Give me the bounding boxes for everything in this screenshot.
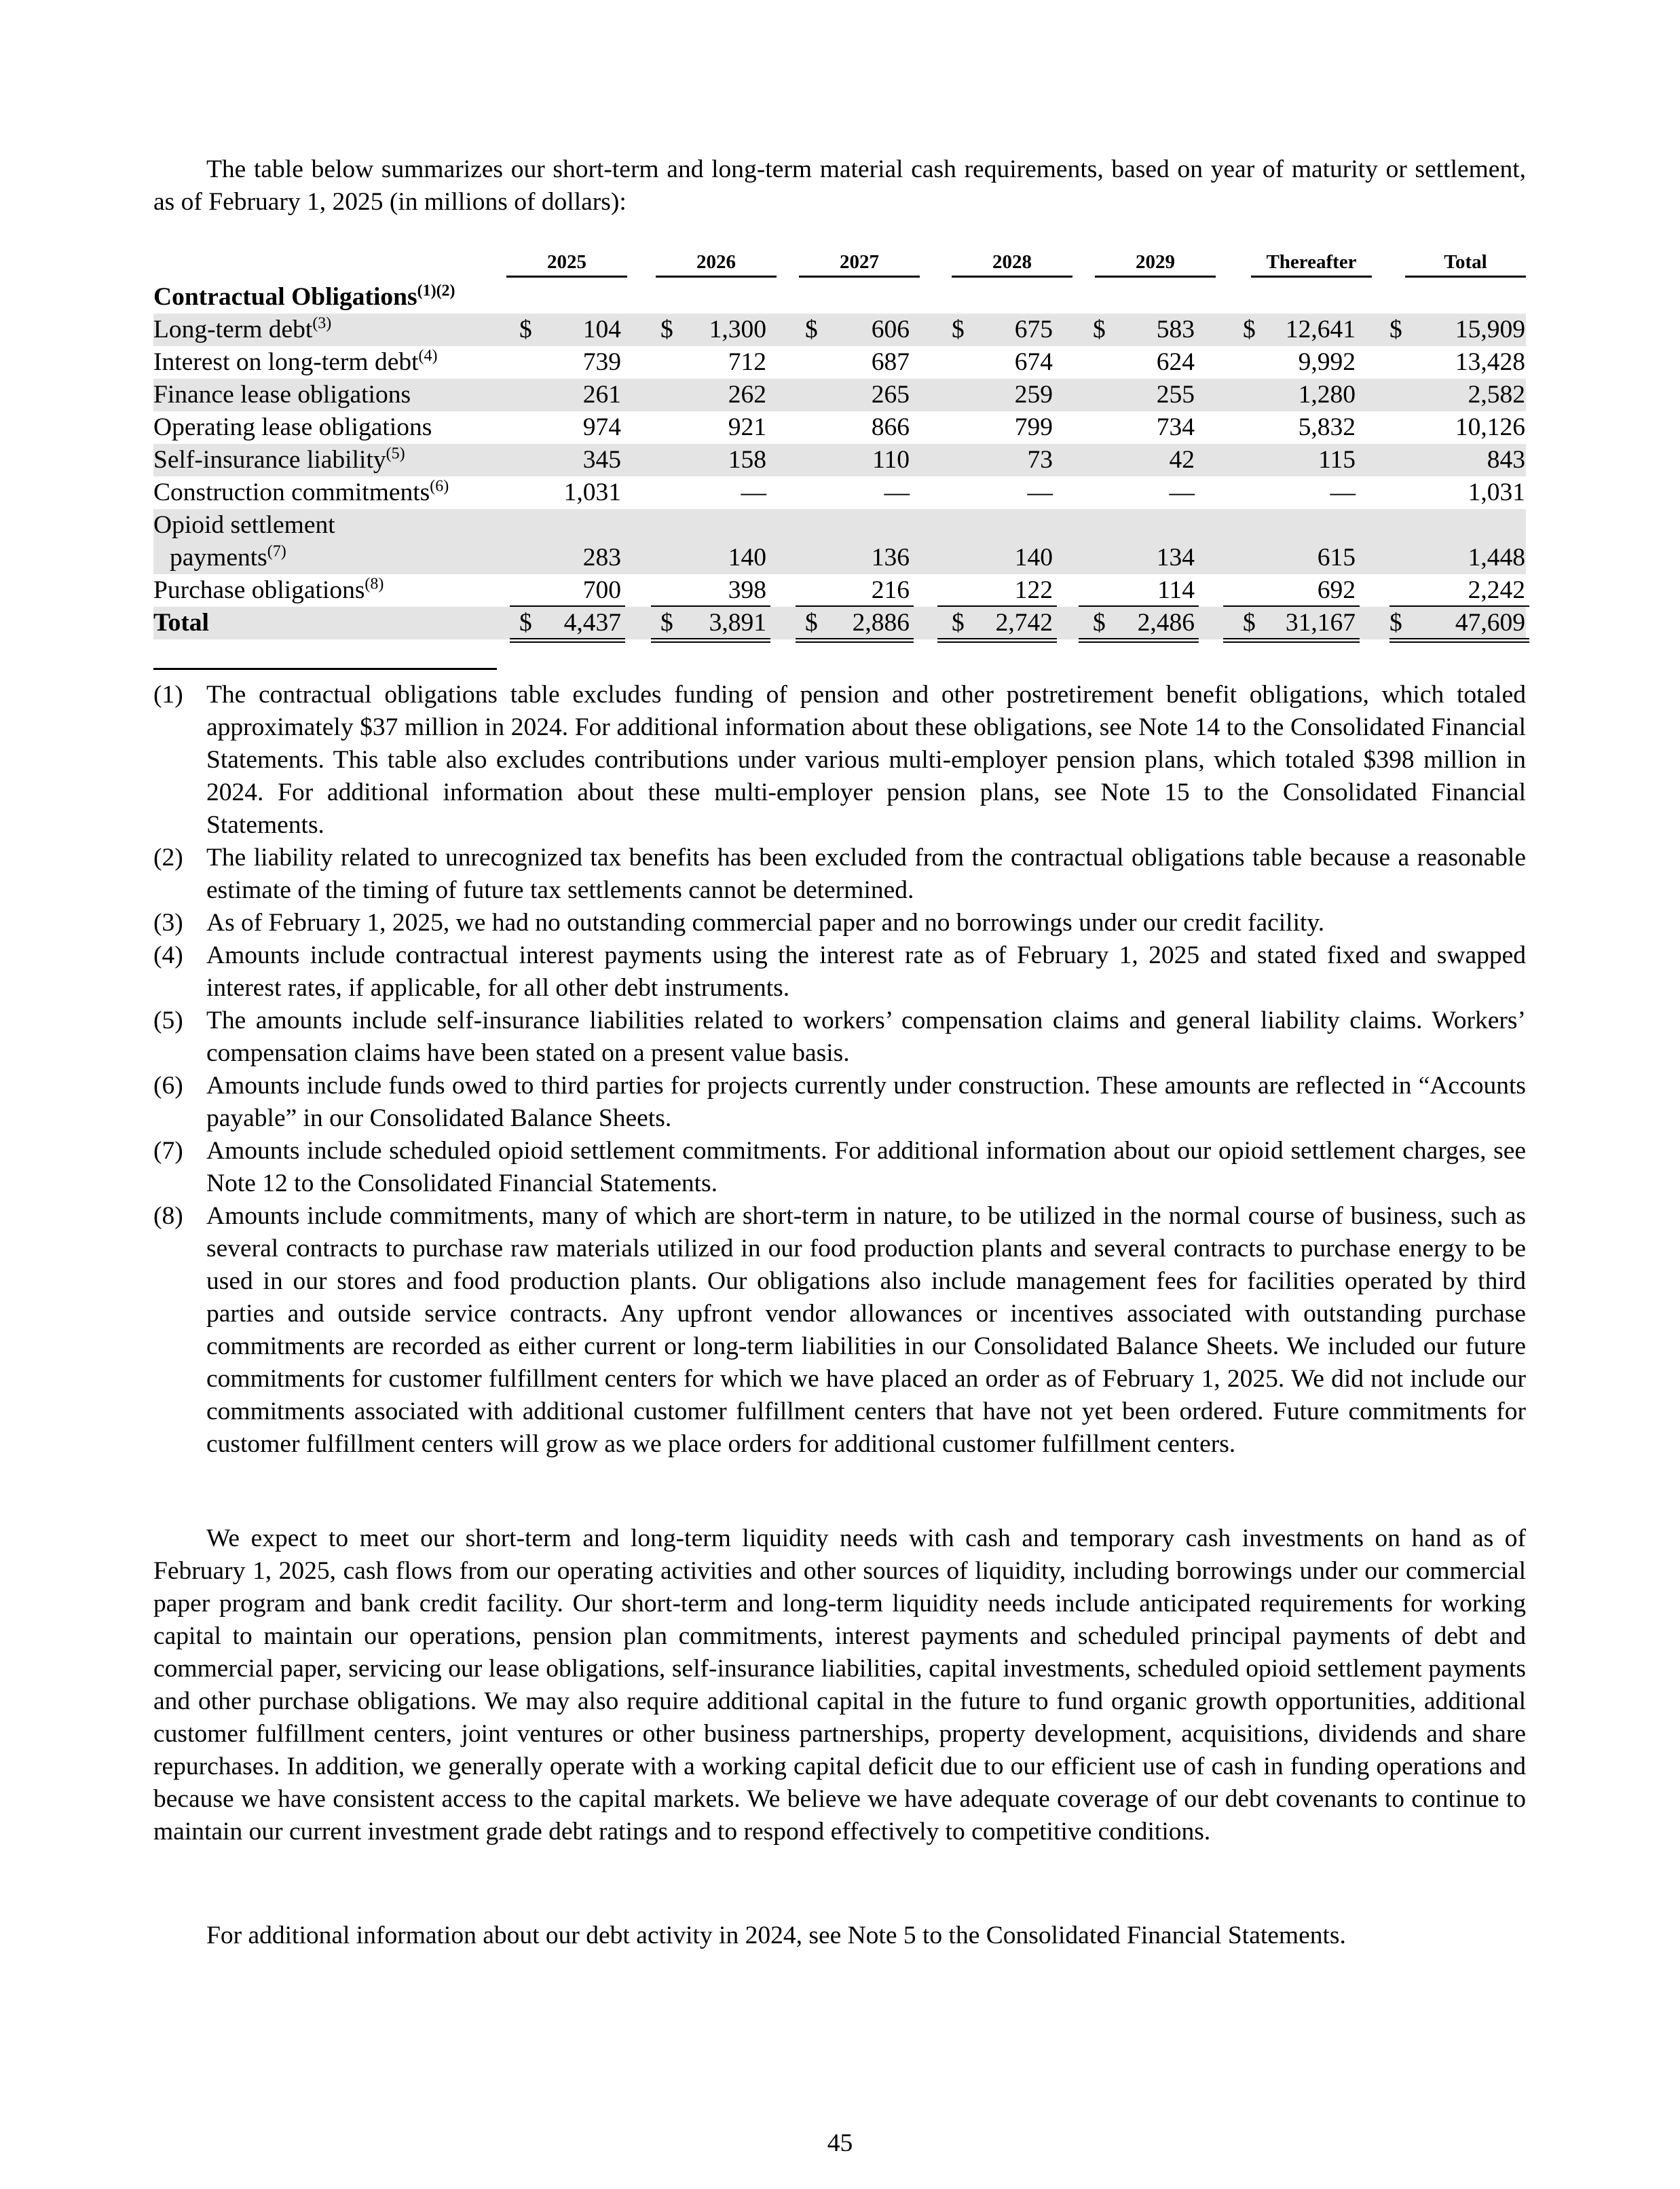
table-cell: 2,242 (1468, 576, 1525, 604)
total-double-rule (1223, 638, 1360, 643)
total-double-rule (796, 638, 914, 643)
table-cell: 134 (1156, 544, 1195, 572)
table-cell: 1,280 (1298, 381, 1356, 409)
table-cell: 262 (728, 381, 766, 409)
table-cell: 398 (728, 576, 766, 604)
footnote-text: Amounts include commitments, many of which are short-term in nature, to be utilized in the normal course of business, such as several contracts to purchase raw materials utilized in our food production plants and several contracts to purchase energy to be used in our stores and food production plants. Our obligations also include management fees for facilities operated by third parties and outside service contracts. Any upfront vendor allowances or incentives associated with outstanding purchase commitments are recorded as either current or long-term liabilities in our Consolidated Balance Sheets. We included our future commitments for customer fulfillment centers for which we have placed an order as of February 1, 2025. We did not include our commitments associated with additional customer fulfillment centers that have not yet been ordered. Future commitments for customer fulfillment centers will grow as we place orders for additional customer fulfillment centers. (206, 1202, 1526, 1458)
row-label-continued: payments$^{(7)}$ (170, 542, 286, 572)
table-cell: 13,428 (1455, 348, 1525, 376)
table-cell: 712 (728, 348, 766, 376)
total-double-rule (937, 638, 1057, 643)
table-cell: — (1169, 479, 1195, 506)
currency-symbol: $ (952, 609, 965, 637)
table-cell: 140 (1014, 544, 1053, 572)
footnote-text: Amounts include contractual interest payments using the interest rate as of February 1, 2025 and stated fixed and swapped interest rates, if applicable, for all other debt instruments. (206, 941, 1526, 1002)
table-row (153, 509, 1526, 574)
footnote-text: As of February 1, 2025, we had no outstanding commercial paper and no borrowings under our credit facility. (206, 909, 1325, 937)
column-header: 2028 (952, 248, 1072, 278)
table-cell: 73 (1027, 446, 1053, 474)
footnote (153, 679, 1526, 842)
debt-text: For additional information about our debt activity in 2024, see Note 5 to the Consolidated Financial Statements. (206, 1922, 1346, 1949)
table-cell: 15,909 (1455, 316, 1525, 343)
footnote-number: (2) (153, 844, 183, 872)
table-cell: 158 (728, 446, 766, 474)
table-cell: 734 (1156, 413, 1195, 441)
column-header: 2027 (799, 248, 920, 278)
table-cell: 12,641 (1285, 316, 1356, 343)
table-cell: 259 (1014, 381, 1053, 409)
table-cell: — (741, 479, 766, 506)
table-cell: 700 (582, 576, 621, 604)
currency-symbol: $ (660, 316, 673, 343)
currency-symbol: $ (519, 609, 532, 637)
table-cell: — (1027, 479, 1053, 506)
table-cell: 843 (1487, 446, 1525, 474)
table-cell: 606 (871, 316, 910, 343)
table-cell: 261 (582, 381, 621, 409)
column-header: 2029 (1095, 248, 1216, 278)
table-row (153, 346, 1526, 379)
footnote-text: The amounts include self-insurance liabilities related to workers’ compensation claims and general liability claims. Workers’ compensation claims have been stated on a present value basis. (206, 1007, 1526, 1067)
row-label: Purchase obligations$^{(8)}$ (153, 575, 384, 604)
table-cell: 345 (582, 446, 621, 474)
intro-text: The table below summarizes our short-term and long-term material cash requirements, based on year of maturity or settlement, as of February 1, 2025 (in millions of dollars): (153, 155, 1526, 216)
table-cell: 5,832 (1298, 413, 1356, 441)
total-cell: 2,486 (1137, 609, 1195, 637)
table-cell: 110 (872, 446, 910, 474)
total-label: Total (153, 609, 209, 637)
liquidity-paragraph (153, 1522, 1526, 1848)
table-cell: 42 (1169, 446, 1195, 474)
currency-symbol: $ (660, 609, 673, 637)
table-cell: 921 (728, 413, 766, 441)
row-label: Interest on long-term debt$^{(4)}$ (153, 347, 438, 376)
table-cell: 136 (871, 544, 910, 572)
currency-symbol: $ (805, 609, 818, 637)
table-cell: 675 (1014, 316, 1053, 343)
row-label: Opioid settlement (153, 511, 335, 539)
currency-symbol: $ (1243, 609, 1256, 637)
table-row (153, 444, 1526, 476)
footnote-ref: (8) (365, 575, 384, 593)
row-label: Operating lease obligations (153, 413, 432, 441)
column-header: 2025 (506, 248, 627, 278)
table-cell: 9,992 (1298, 348, 1356, 376)
table-cell: 1,448 (1468, 544, 1525, 572)
footnote-number: (5) (153, 1007, 183, 1034)
table-cell: 114 (1157, 576, 1195, 604)
total-cell: 3,891 (709, 609, 766, 637)
section-title (153, 281, 455, 314)
total-cell: 47,609 (1455, 609, 1525, 637)
currency-symbol: $ (519, 316, 532, 343)
currency-symbol: $ (1389, 316, 1402, 343)
footnote-ref: (4) (418, 347, 438, 365)
table-cell: 2,582 (1468, 381, 1525, 409)
footnote-text: Amounts include funds owed to third parties for projects currently under construction. These amounts are reflected in “Accounts payable” in our Consolidated Balance Sheets. (206, 1072, 1526, 1132)
table-cell: — (1330, 479, 1356, 506)
footnote-number: (6) (153, 1072, 183, 1100)
currency-symbol: $ (805, 316, 818, 343)
footnote (153, 939, 1526, 1005)
column-header: Thereafter (1251, 248, 1372, 278)
footnote (153, 1200, 1526, 1461)
currency-symbol: $ (1389, 609, 1402, 637)
table-cell: 615 (1317, 544, 1356, 572)
footnote-number: (3) (153, 909, 183, 937)
footnotes (153, 679, 1526, 1461)
footnote-number: (8) (153, 1202, 183, 1230)
table-cell: 216 (871, 576, 910, 604)
table-cell: 692 (1317, 576, 1356, 604)
footnote-number: (4) (153, 941, 183, 969)
footnote-ref: (3) (312, 314, 332, 333)
table-cell: 674 (1014, 348, 1053, 376)
table-row (153, 379, 1526, 411)
footnote-rule (153, 668, 497, 670)
total-double-rule (651, 638, 770, 643)
total-cell: 2,886 (852, 609, 910, 637)
table-row (153, 574, 1526, 607)
currency-symbol: $ (1243, 316, 1256, 343)
row-label: Construction commitments$^{(6)}$ (153, 477, 449, 506)
table-cell: 140 (728, 544, 766, 572)
row-label: Long-term debt$^{(3)}$ (153, 314, 332, 343)
table-cell: 1,300 (709, 316, 766, 343)
table-cell: 122 (1014, 576, 1053, 604)
debt-paragraph (153, 1920, 1526, 1952)
table-cell: 866 (871, 413, 910, 441)
table-row (153, 476, 1526, 509)
section-title-text: Contractual Obligations (153, 283, 417, 311)
footnote-number: (7) (153, 1137, 183, 1165)
total-double-rule (510, 638, 625, 643)
footnote (153, 1005, 1526, 1070)
table-cell: 739 (582, 348, 621, 376)
table-cell: 255 (1156, 381, 1195, 409)
table-cell: 104 (582, 316, 621, 343)
table-row (153, 411, 1526, 444)
footnote (153, 1070, 1526, 1135)
column-header: Total (1405, 248, 1526, 278)
footnote (153, 907, 1526, 939)
footnote-ref: (5) (386, 445, 405, 463)
table-cell: — (884, 479, 910, 506)
table-row (153, 314, 1526, 346)
total-double-rule (1389, 638, 1529, 643)
footnote-ref: (6) (430, 477, 449, 495)
footnote-text: The contractual obligations table excludes funding of pension and other postretirement benefit obligations, which totaled approximately $37 million in 2024. For additional information about these obligations, see Note 14 to the Consolidated Financial Statements. This table also excludes contributions under various multi-employer pension plans, which totaled $398 million in 2024. For additional information about these multi-employer pension plans, see Note 15 to the Consolidated Financial Statements. (206, 681, 1526, 839)
footnote (153, 842, 1526, 907)
currency-symbol: $ (1093, 316, 1106, 343)
footnote-ref: (7) (267, 542, 286, 561)
table-cell: 583 (1156, 316, 1195, 343)
currency-symbol: $ (1093, 609, 1106, 637)
footnote (153, 1135, 1526, 1200)
table-cell: 1,031 (1468, 479, 1525, 506)
row-label: Finance lease obligations (153, 381, 411, 409)
table-cell: 1,031 (563, 479, 621, 506)
row-label: Self-insurance liability$^{(5)}$ (153, 445, 405, 474)
footnote-text: Amounts include scheduled opioid settlement commitments. For additional information about our opioid settlement charges, see Note 12 to the Consolidated Financial Statements. (206, 1137, 1526, 1197)
table-cell: 10,126 (1455, 413, 1525, 441)
page-number: 45 (827, 2129, 853, 2157)
section-title-footnote-ref: (1)(2) (417, 282, 455, 300)
table-cell: 687 (871, 348, 910, 376)
intro-paragraph (153, 153, 1526, 219)
table-cell: 115 (1318, 446, 1356, 474)
footnote-text: The liability related to unrecognized tax benefits has been excluded from the contractual obligations table because a reasonable estimate of the timing of future tax settlements cannot be determined. (206, 844, 1526, 904)
table-cell: 799 (1014, 413, 1053, 441)
total-double-rule (1079, 638, 1199, 643)
currency-symbol: $ (952, 316, 965, 343)
table-cell: 283 (582, 544, 621, 572)
table-cell: 624 (1156, 348, 1195, 376)
table-cell: 974 (582, 413, 621, 441)
total-cell: 31,167 (1285, 609, 1356, 637)
total-row (153, 607, 1526, 639)
total-cell: 4,437 (563, 609, 621, 637)
liquidity-text: We expect to meet our short-term and long-term liquidity needs with cash and temporary cash investments on hand as of February 1, 2025, cash flows from our operating activities and other sources of liquidity, including borrowings under our commercial paper program and bank credit facility. Our short-term and long-term liquidity needs include anticipated requirements for working capital to maintain our operations, pension plan commitments, interest payments and scheduled principal payments of debt and commercial paper, servicing our lease obligations, self-insurance liabilities, capital investments, scheduled opioid settlement payments and other purchase obligations. We may also require additional capital in the future to fund organic growth opportunities, additional customer fulfillment centers, joint ventures or other business partnerships, property development, acquisitions, dividends and share repurchases. In addition, we generally operate with a working capital deficit due to our efficient use of cash in funding operations and because we have consistent access to the capital markets. We believe we have adequate coverage of our debt covenants to continue to maintain our current investment grade debt ratings and to respond effectively to competitive conditions. (153, 1524, 1526, 1846)
column-header: 2026 (656, 248, 777, 278)
footnote-number: (1) (153, 681, 183, 709)
total-cell: 2,742 (995, 609, 1053, 637)
table-cell: 265 (871, 381, 910, 409)
